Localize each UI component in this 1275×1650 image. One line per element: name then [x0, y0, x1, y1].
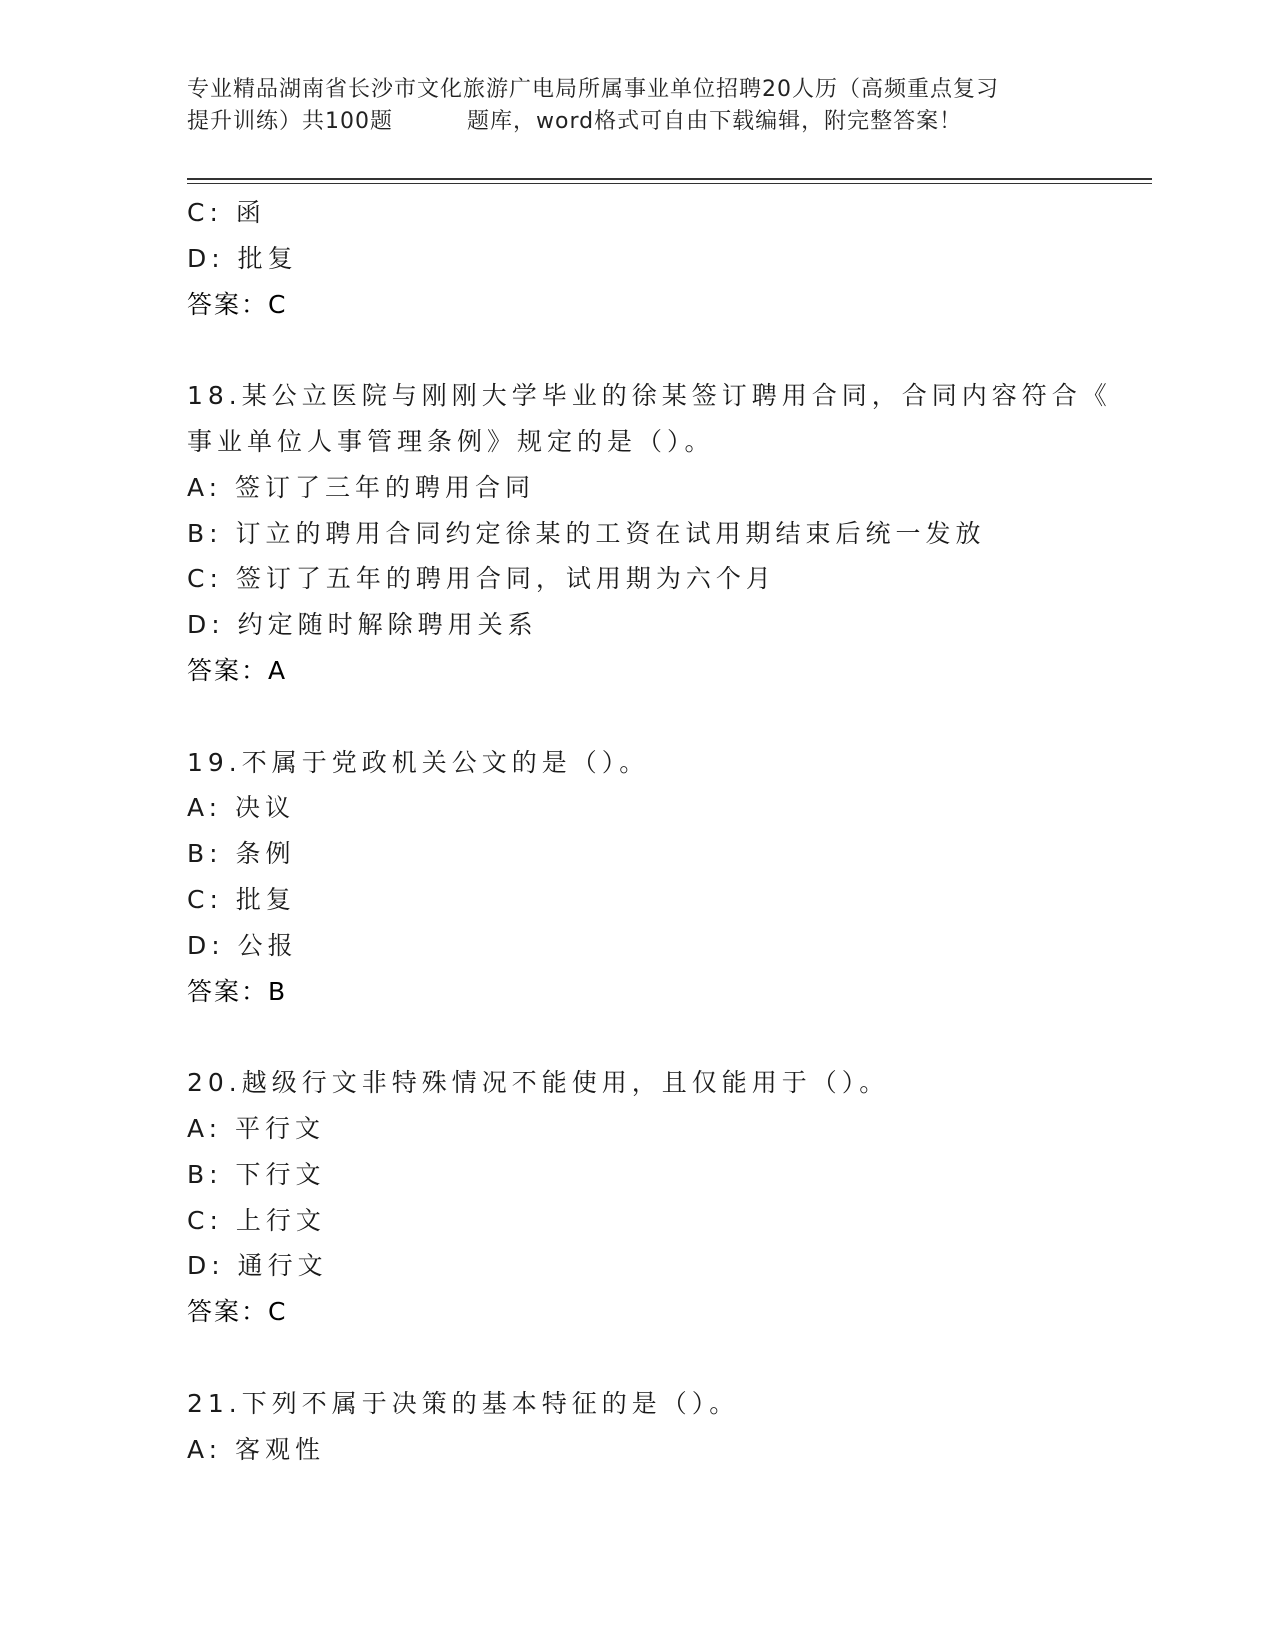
answer-line: 答案：B — [187, 976, 288, 1006]
option-b: B: 订立的聘用合同约定徐某的工资在试用期结束后统一发放 — [187, 518, 986, 548]
question-17-tail — [187, 190, 1087, 327]
document-header — [187, 74, 1087, 138]
header-divider-thick — [187, 178, 1152, 180]
answer-line: 答案：C — [187, 1297, 288, 1327]
question-19 — [187, 740, 1087, 1015]
question-stem: 20.越级行文非特殊情况不能使用，且仅能用于（）。 — [187, 1068, 890, 1098]
option-c: C: 上行文 — [187, 1205, 326, 1235]
option-d: D: 公报 — [187, 930, 298, 960]
question-list — [187, 190, 1112, 1472]
question-stem-continued: 事业单位人事管理条例》规定的是（）。 — [187, 426, 715, 456]
question-stem: 21.下列不属于决策的基本特征的是（）。 — [187, 1388, 740, 1418]
question-18 — [187, 373, 1112, 694]
option-c: C: 批复 — [187, 884, 296, 914]
question-21 — [187, 1381, 1087, 1473]
header-line-2-part-b: 题库，word格式可自由下载编辑，附完整答案！ — [467, 109, 963, 134]
option-a: A: 签订了三年的聘用合同 — [187, 472, 536, 502]
option-b: B: 条例 — [187, 839, 296, 869]
header-line-2 — [187, 106, 1087, 138]
option-a: A: 平行文 — [187, 1113, 326, 1143]
option-c: C: 函 — [187, 198, 266, 227]
option-d: D: 约定随时解除聘用关系 — [187, 610, 538, 640]
option-a: A: 决议 — [187, 793, 296, 823]
question-20 — [187, 1060, 1087, 1335]
answer-line: 答案：C — [187, 289, 288, 319]
option-c: C: 签订了五年的聘用合同，试用期为六个月 — [187, 564, 776, 594]
header-divider-thin — [187, 183, 1152, 184]
header-line-2-part-a: 提升训练）共100题 — [187, 109, 393, 134]
option-d: D: 通行文 — [187, 1251, 328, 1281]
question-stem: 18.某公立医院与刚刚大学毕业的徐某签订聘用合同，合同内容符合《 — [187, 381, 1112, 411]
option-b: B: 下行文 — [187, 1159, 326, 1189]
option-a: A: 客观性 — [187, 1434, 326, 1464]
answer-line: 答案：A — [187, 655, 288, 685]
question-stem: 19.不属于党政机关公文的是（）。 — [187, 747, 650, 777]
option-d: D: 批复 — [187, 243, 298, 273]
header-line-1: 专业精品湖南省长沙市文化旅游广电局所属事业单位招聘20人历（高频重点复习 — [187, 77, 999, 102]
